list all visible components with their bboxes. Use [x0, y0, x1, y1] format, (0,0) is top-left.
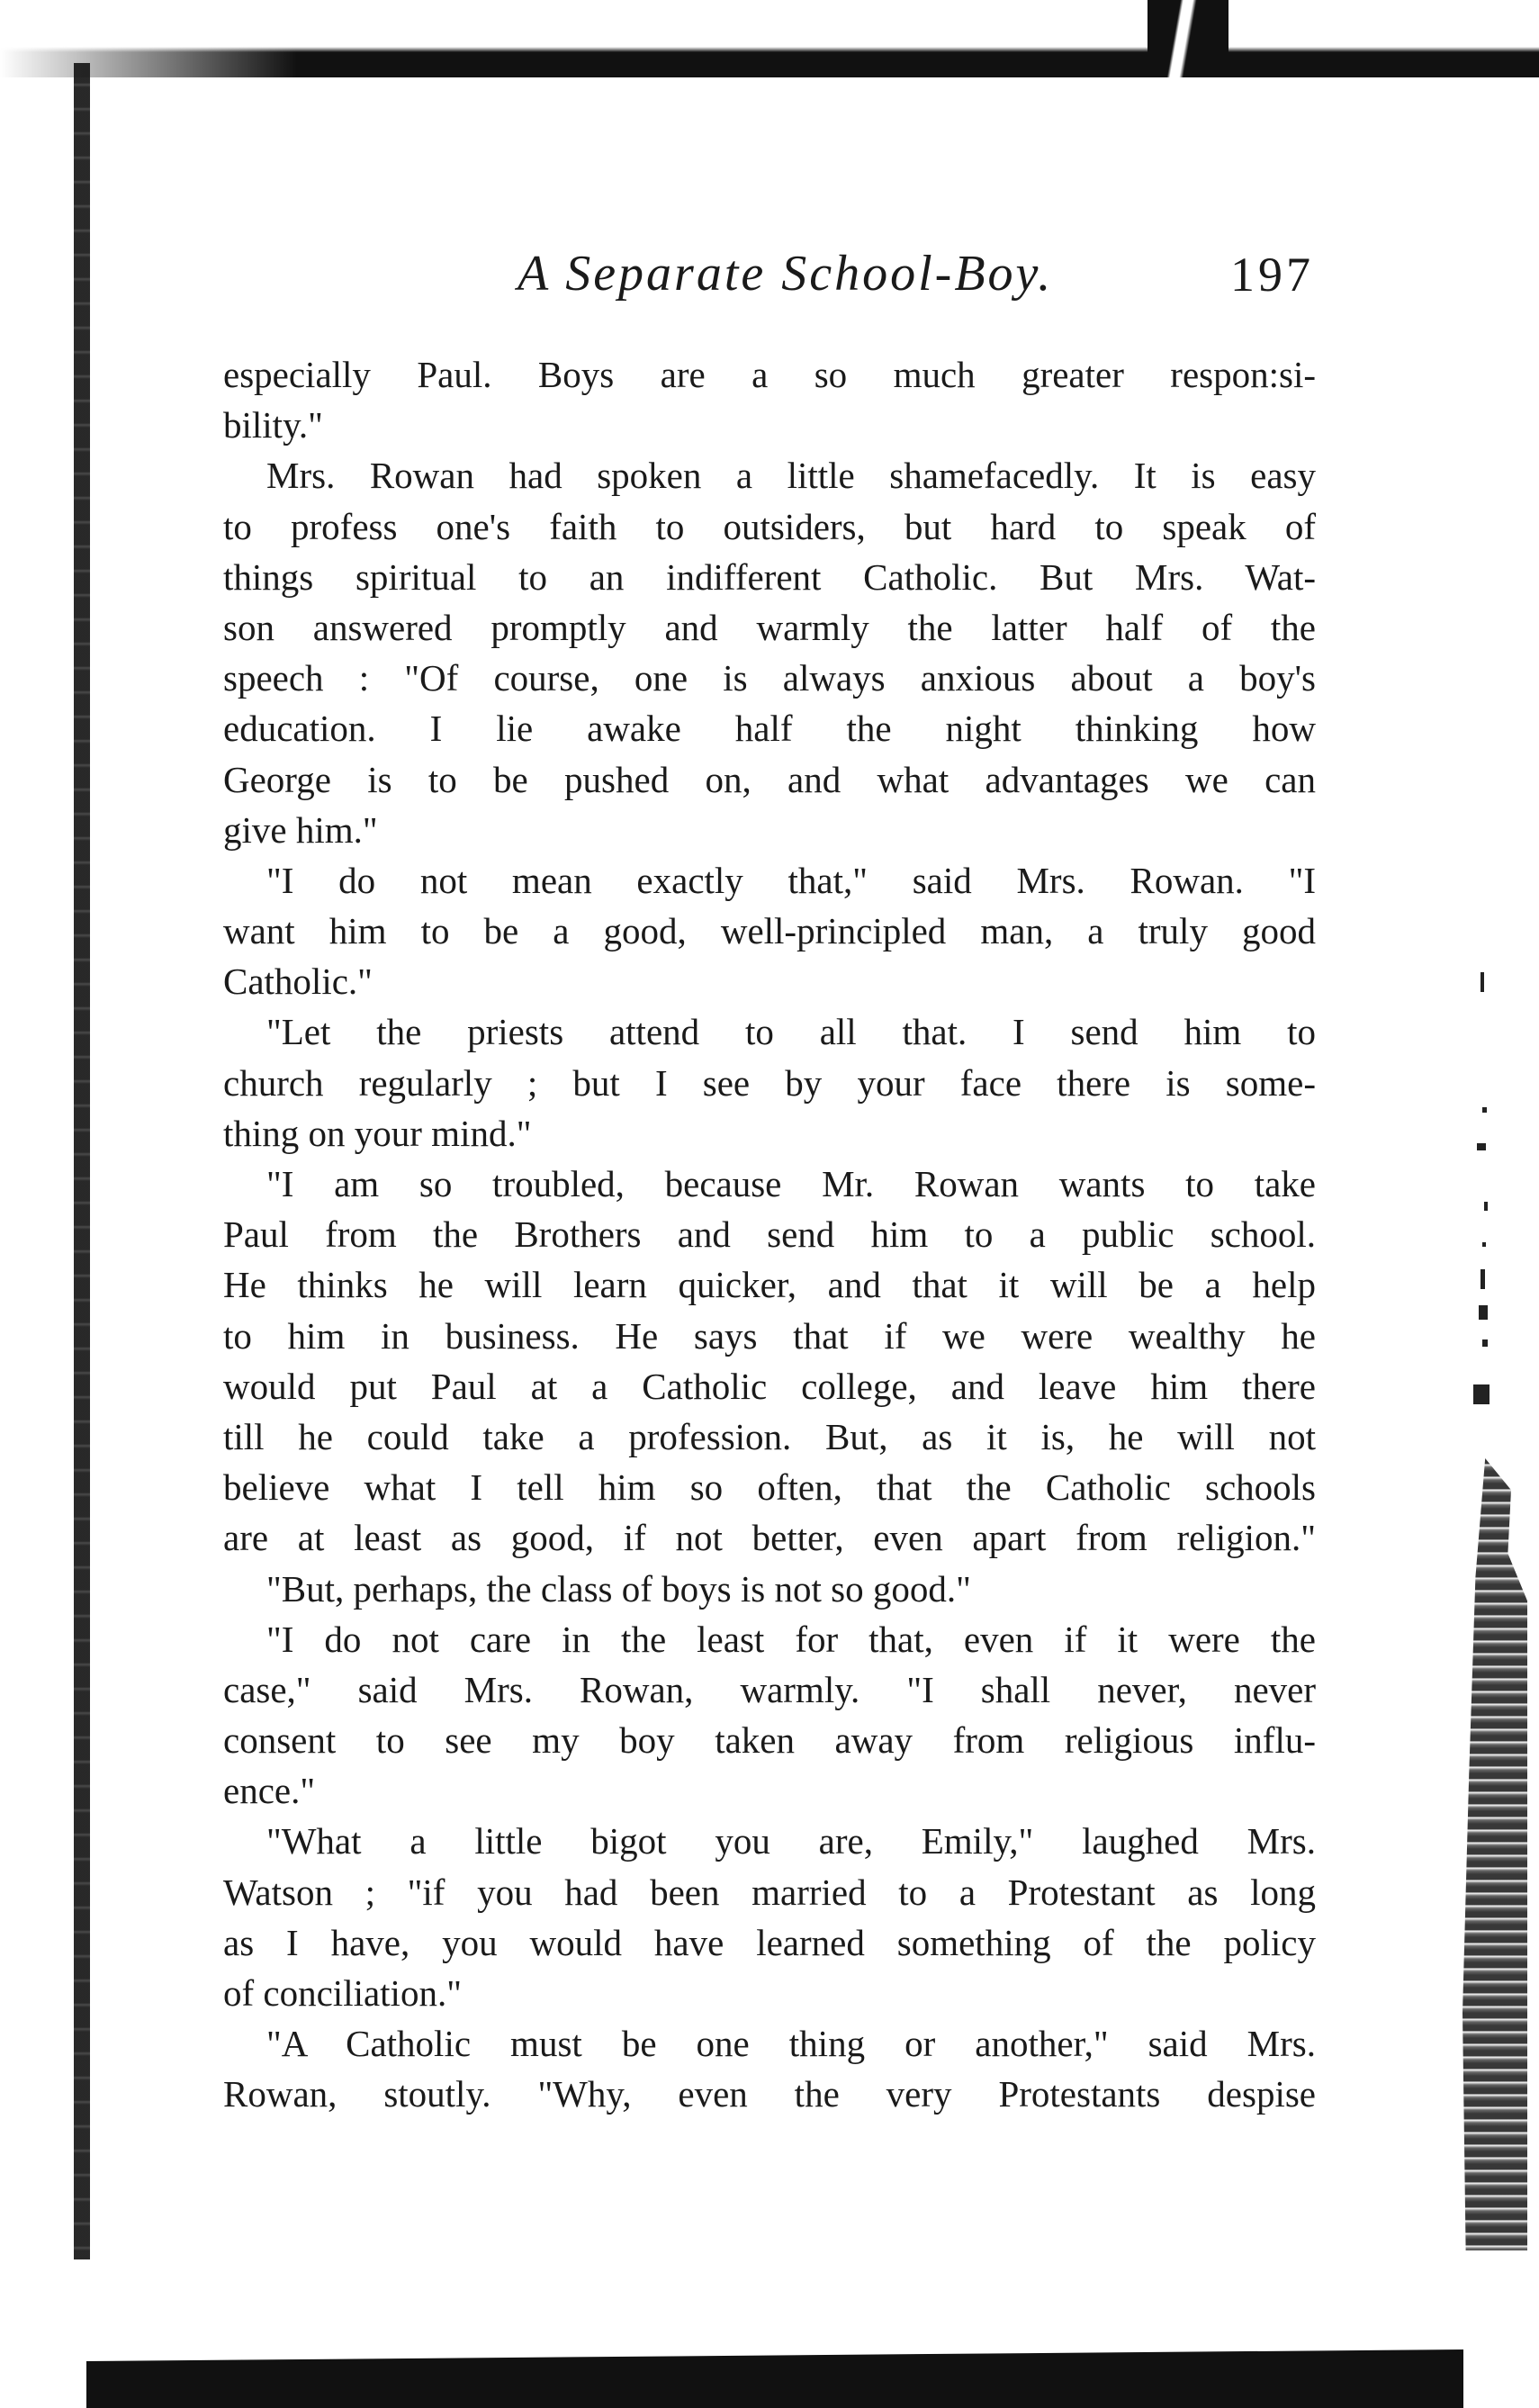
text-line: Catholic.": [223, 960, 373, 1003]
text-line: want him to be a good, well-principled man, a truly good: [223, 910, 1316, 952]
text-line: ence.": [223, 1770, 316, 1812]
scan-left-border: [74, 63, 90, 2259]
text-line: George is to be pushed on, and what advantages we can: [223, 758, 1316, 800]
text-line: He thinks he will learn quicker, and that it will be a help: [223, 1264, 1316, 1306]
scan-right-border: [1462, 1458, 1527, 2250]
text-line: are at least as good, if not better, even apart from religion.": [223, 1517, 1316, 1559]
text-line: bility.": [223, 404, 323, 446]
body-text: [223, 349, 1316, 2120]
text-line: "But, perhaps, the class of boys is not so good.": [266, 1567, 971, 1610]
text-line: education. I lie awake half the night thinking how: [223, 708, 1316, 750]
text-line: thing on your mind.": [223, 1112, 532, 1154]
text-line: "What a little bigot you are, Emily," laughed Mrs.: [266, 1820, 1316, 1862]
running-title: A Separate School-Boy.: [518, 246, 1054, 302]
text-line: "I do not mean exactly that," said Mrs. Rowan. "I: [266, 859, 1316, 901]
text-line: church regularly ; but I see by your face there is some-: [223, 1061, 1316, 1104]
text-line: "I am so troubled, because Mr. Rowan wants to take: [266, 1163, 1316, 1204]
text-line: case," said Mrs. Rowan, warmly. "I shall never, never: [223, 1668, 1316, 1710]
text-line: Paul from the Brothers and send him to a public school.: [223, 1213, 1316, 1256]
text-line: things spiritual to an indifferent Catholic. But Mrs. Wat-: [223, 555, 1316, 598]
text-line: as I have, you would have learned something of the policy: [223, 1921, 1316, 1963]
text-line: son answered promptly and warmly the latter half of the: [223, 606, 1316, 648]
text-line: Watson ; "if you had been married to a Protestant as long: [223, 1871, 1316, 1913]
scan-right-specks: [1462, 972, 1516, 1458]
text-line: to profess one's faith to outsiders, but hard to speak of: [223, 505, 1316, 547]
text-line: "I do not care in the least for that, even if it were the: [266, 1618, 1316, 1660]
text-line: till he could take a profession. But, as it is, he will not: [223, 1415, 1316, 1457]
text-line: would put Paul at a Catholic college, and leave him there: [223, 1365, 1316, 1407]
scan-top-border-notch: [1148, 0, 1228, 77]
text-line: "A Catholic must be one thing or another," said Mrs.: [266, 2023, 1316, 2065]
scan-bottom-border: [86, 2349, 1463, 2408]
scan-top-border-fade: [0, 47, 297, 77]
page-number: 197: [1230, 248, 1314, 302]
text-line: to him in business. He says that if we were wealthy he: [223, 1314, 1316, 1357]
text-line: "Let the priests attend to all that. I send him to: [266, 1011, 1316, 1053]
text-line: of conciliation.": [223, 1972, 462, 2014]
text-line: speech : "Of course, one is always anxious about a boy's: [223, 657, 1316, 699]
text-line: Mrs. Rowan had spoken a little shamefacedly. It is easy: [266, 455, 1316, 497]
text-line: consent to see my boy taken away from religious influ-: [223, 1719, 1316, 1762]
running-header: [216, 245, 1314, 308]
text-line: believe what I tell him so often, that the Catholic schools: [223, 1466, 1316, 1509]
text-line: give him.": [223, 808, 378, 851]
text-line: especially Paul. Boys are a so much greater respon:si-: [223, 354, 1316, 395]
text-line: Rowan, stoutly. "Why, even the very Protestants despise: [223, 2073, 1316, 2115]
